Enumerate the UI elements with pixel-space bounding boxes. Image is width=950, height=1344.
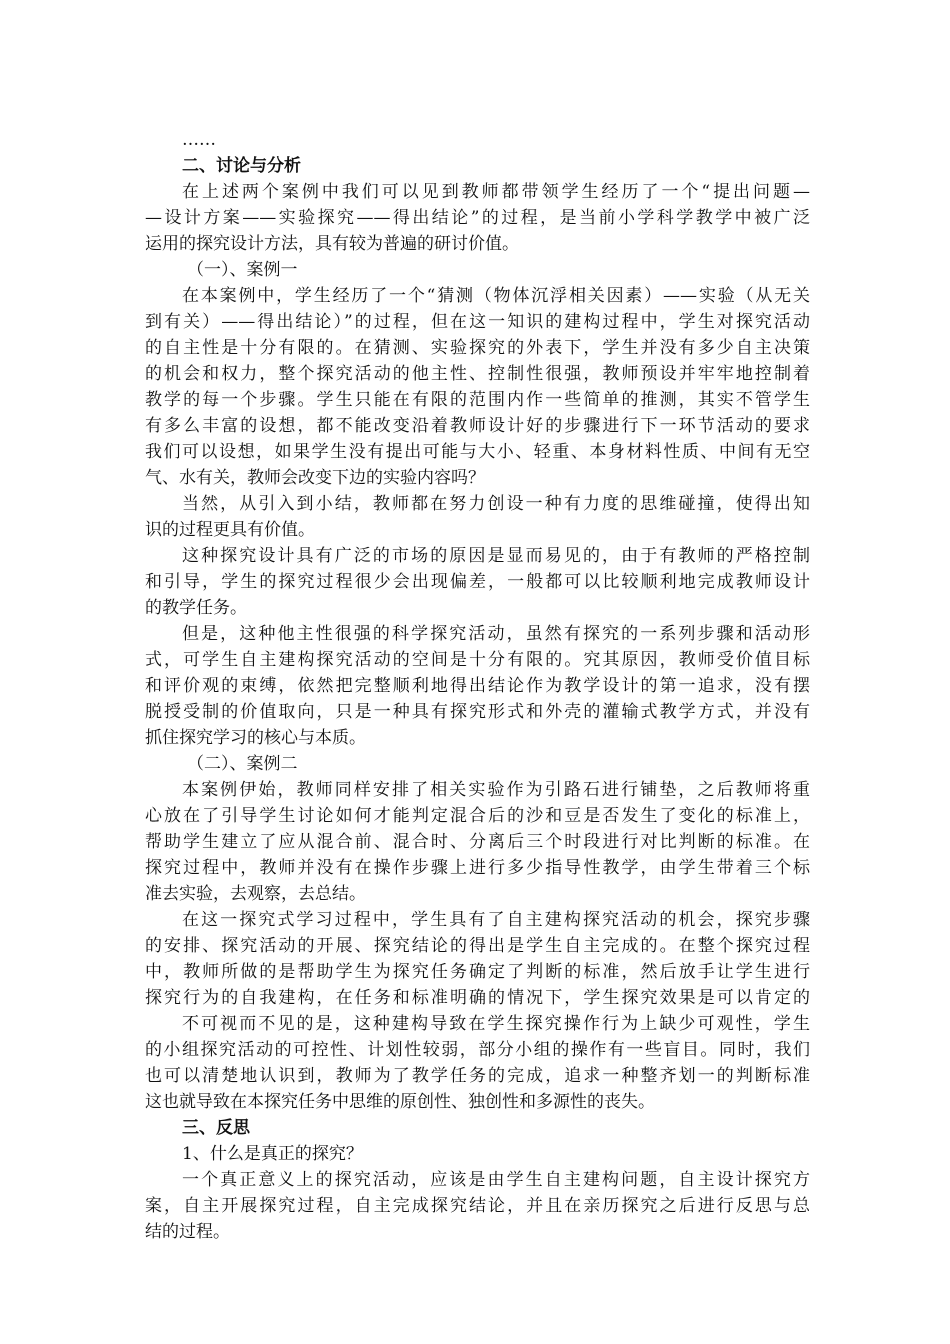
- paragraph-line: 本案例伊始，教师同样安排了相关实验作为引路石进行铺垫，之后教师将重: [182, 780, 810, 800]
- paragraph-line: 有多么丰富的设想，都不能改变沿着教师设计好的步骤进行下一环节活动的要求: [145, 416, 810, 436]
- paragraph-line: 教学的每一个步骤。学生只能在有限的范围内作一些简单的推测，其实不管学生: [145, 390, 810, 410]
- paragraph-line: 一个真正意义上的探究活动，应该是由学生自主建构问题，自主设计探究方: [182, 1170, 810, 1190]
- ellipsis: ……: [182, 130, 216, 150]
- paragraph-line: 但是，这种他主性很强的科学探究活动，虽然有探究的一系列步骤和活动形: [182, 624, 810, 644]
- paragraph-line: 的自主性是十分有限的。在猜测、实验探究的外表下，学生并没有多少自主决策: [145, 338, 810, 358]
- paragraph-line: 气、水有关，教师会改变下边的实验内容吗？: [145, 468, 485, 488]
- paragraph-line: 中，教师所做的是帮助学生为探究任务确定了判断的标准，然后放手让学生进行: [145, 962, 810, 982]
- subheading-case-one: （一）、案例一: [187, 260, 298, 280]
- question-heading: 1、什么是真正的探究？: [182, 1144, 363, 1164]
- paragraph-line: 运用的探究设计方法，具有较为普遍的研讨价值。: [145, 234, 519, 254]
- paragraph-line: 不可视而不见的是，这种建构导致在学生探究操作行为上缺少可观性，学生: [182, 1014, 810, 1034]
- paragraph-line: 在本案例中，学生经历了一个“猜测（物体沉浮相关因素）——实验（从无关: [182, 286, 810, 306]
- paragraph-line: —设计方案——实验探究——得出结论”的过程，是当前小学科学教学中被广泛: [145, 208, 810, 228]
- paragraph-line: 也可以清楚地认识到，教师为了教学任务的完成，追求一种整齐划一的判断标准: [145, 1066, 810, 1086]
- paragraph-line: 的教学任务。: [145, 598, 247, 618]
- paragraph-line: 我们可以设想，如果学生没有提出可能与大小、轻重、本身材料性质、中间有无空: [145, 442, 810, 462]
- paragraph-line: 这种探究设计具有广泛的市场的原因是显而易见的，由于有教师的严格控制: [182, 546, 810, 566]
- paragraph-line: 脱授受制的价值取向，只是一种具有探究形式和外壳的灌输式教学方式，并没有: [145, 702, 810, 722]
- paragraph-line: 在上述两个案例中我们可以见到教师都带领学生经历了一个“提出问题—: [182, 182, 810, 202]
- subheading-case-two: （二）、案例二: [187, 754, 298, 774]
- paragraph-line: 和引导，学生的探究过程很少会出现偏差，一般都可以比较顺利地完成教师设计: [145, 572, 810, 592]
- paragraph-line: 探究过程中，教师并没有在操作步骤上进行多少指导性教学，由学生带着三个标: [145, 858, 810, 878]
- paragraph-line: 和评价观的束缚，依然把完整顺利地得出结论作为教学设计的第一追求，没有摆: [145, 676, 810, 696]
- paragraph-line: 的机会和权力，整个探究活动的他主性、控制性很强，教师预设并牢牢地控制着: [145, 364, 810, 384]
- paragraph-line: 识的过程更具有价值。: [145, 520, 315, 540]
- paragraph-line: 在这一探究式学习过程中，学生具有了自主建构探究活动的机会，探究步骤: [182, 910, 810, 930]
- paragraph-line: 抓住探究学习的核心与本质。: [145, 728, 366, 748]
- document-page: [145, 127, 810, 1245]
- paragraph-line: 结的过程。: [145, 1222, 230, 1242]
- paragraph-line: 心放在了引导学生讨论如何才能判定混合后的沙和豆是否发生了变化的标准上，: [145, 806, 810, 826]
- section-heading-discussion: 二、讨论与分析: [182, 156, 301, 176]
- paragraph-line: 到有关）——得出结论）”的过程，但在这一知识的建构过程中，学生对探究活动: [145, 312, 810, 332]
- paragraph-line: 案，自主开展探究过程，自主完成探究结论，并且在亲历探究之后进行反思与总: [145, 1196, 810, 1216]
- paragraph-line: 准去实验，去观察，去总结。: [145, 884, 366, 904]
- paragraph-line: 式，可学生自主建构探究活动的空间是十分有限的。究其原因，教师受价值目标: [145, 650, 810, 670]
- paragraph-line: 帮助学生建立了应从混合前、混合时、分离后三个时段进行对比判断的标准。在: [145, 832, 810, 852]
- paragraph-line: 探究行为的自我建构，在任务和标准明确的情况下，学生探究效果是可以肯定的: [145, 988, 810, 1008]
- paragraph-line: 当然，从引入到小结，教师都在努力创设一种有力度的思维碰撞，使得出知: [182, 494, 810, 514]
- paragraph-line: 的安排、探究活动的开展、探究结论的得出是学生自主完成的。在整个探究过程: [145, 936, 810, 956]
- paragraph-line: 的小组探究活动的可控性、计划性较弱，部分小组的操作有一些盲目。同时，我们: [145, 1040, 810, 1060]
- section-heading-reflection: 三、反思: [182, 1118, 250, 1138]
- paragraph-line: 这也就导致在本探究任务中思维的原创性、独创性和多源性的丧失。: [145, 1092, 655, 1112]
